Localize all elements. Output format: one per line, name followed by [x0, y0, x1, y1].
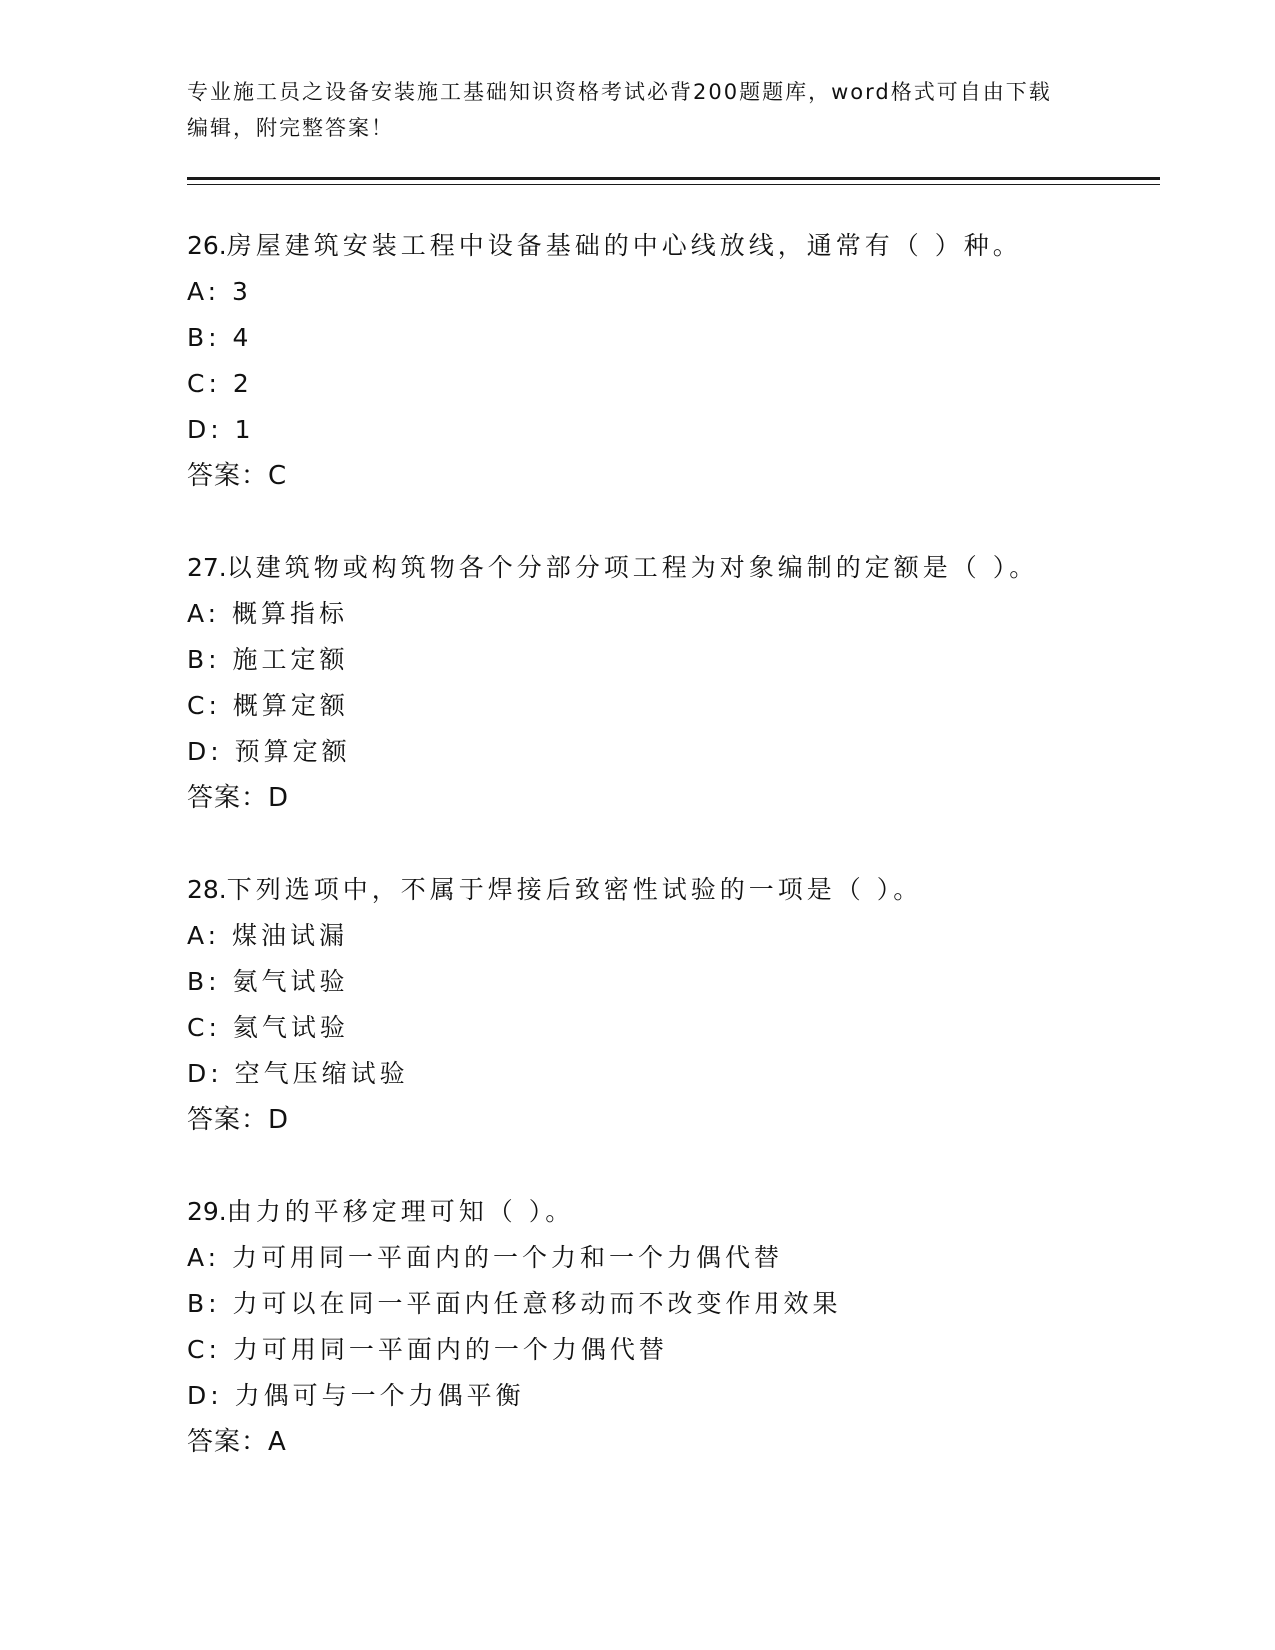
header-text: 专业施工员之设备安装施工基础知识资格考试必背200题题库，word格式可自由下载编辑，附完整答案！ — [187, 80, 1052, 140]
option-d: D: 预算定额 — [187, 737, 351, 766]
question-text: 由力的平移定理可知（ ）。 — [226, 1197, 575, 1226]
answer: 答案：C — [187, 461, 288, 491]
answer: 答案：D — [187, 783, 290, 813]
question-text: 下列选项中，不属于焊接后致密性试验的一项是（ ）。 — [226, 875, 923, 904]
option-a: A: 3 — [187, 277, 252, 306]
option-c: C: 力可用同一平面内的一个力偶代替 — [187, 1335, 668, 1364]
document-header — [187, 74, 1067, 146]
option-d: D: 1 — [187, 415, 255, 444]
question-29 — [187, 1189, 1167, 1465]
option-a: A: 煤油试漏 — [187, 921, 349, 950]
question-number: 29. — [187, 1197, 227, 1226]
question-28 — [187, 867, 1167, 1143]
option-b: B: 力可以在同一平面内任意移动而不改变作用效果 — [187, 1289, 842, 1318]
option-a: A: 力可用同一平面内的一个力和一个力偶代替 — [187, 1243, 784, 1272]
question-27 — [187, 545, 1167, 821]
option-d: D: 空气压缩试验 — [187, 1059, 409, 1088]
answer: 答案：D — [187, 1105, 290, 1135]
question-stem — [187, 545, 1167, 591]
question-number: 26. — [187, 231, 227, 260]
header-divider-thin — [187, 184, 1160, 185]
option-b: B: 施工定额 — [187, 645, 349, 674]
option-c: C: 概算定额 — [187, 691, 349, 720]
question-stem — [187, 867, 1167, 913]
question-number: 28. — [187, 875, 227, 904]
option-b: B: 4 — [187, 323, 253, 352]
option-d: D: 力偶可与一个力偶平衡 — [187, 1381, 525, 1410]
question-text: 以建筑物或构筑物各个分部分项工程为对象编制的定额是（ ）。 — [226, 553, 1039, 582]
answer: 答案：A — [187, 1427, 287, 1457]
header-divider-thick — [187, 177, 1160, 180]
question-stem — [187, 1189, 1167, 1235]
question-text: 房屋建筑安装工程中设备基础的中心线放线，通常有（ ）种。 — [226, 231, 1022, 260]
option-b: B: 氨气试验 — [187, 967, 349, 996]
option-c: C: 氦气试验 — [187, 1013, 349, 1042]
question-26 — [187, 223, 1167, 499]
question-stem — [187, 223, 1167, 269]
option-a: A: 概算指标 — [187, 599, 349, 628]
question-number: 27. — [187, 553, 227, 582]
option-c: C: 2 — [187, 369, 253, 398]
